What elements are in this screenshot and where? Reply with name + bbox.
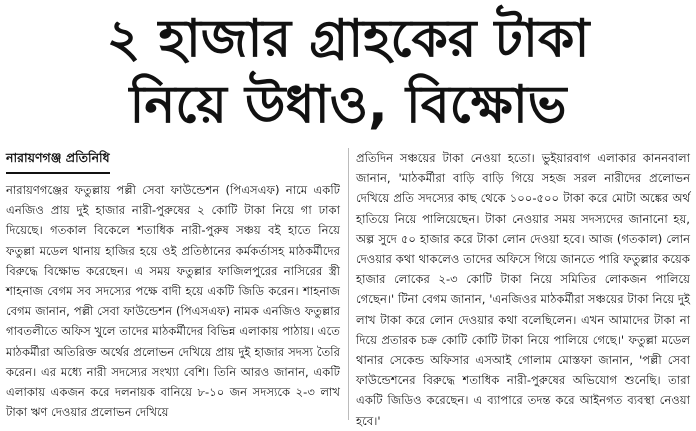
article-text-left: নারায়ণগঞ্জের ফতুল্লায় পল্লী সেবা ফাউন্ডেশন (পিএসএফ) নামে একটি এনজিও প্রায় দুই হাজার নারী-পুরুষের ২ কোটি টাকা নিয়ে গা ঢাকা দিয়েছে। গতকাল বিকেলে শতাধিক নারী-পুরুষ সঞ্চয় বই হাতে নিয়ে ফতুল্লা মডেল থানায় হাজির হয়ে ওই প্রতিষ্ঠানের কর্মকর্তাসহ মাঠকর্মীদের বিরুদ্ধে বিক্ষোভ করেছেন। এ সময় ফতুল্লার ফাজিলপুরের নাসিরের স্ত্রী শাহনাজ বেগম সব সদস্যের পক্ষে বাদী হয়ে একটি জিডি করেন। শাহনাজ বেগম জানান, পল্লী সেবা ফাউন্ডেশন (পিএসএফ) নামক এনজিও ফতুল্লার গাবতলীতে অফিস খুলে তাদের মাঠকর্মীদের বিভিন্ন এলাকায় পাঠায়। এতে মাঠকর্মীরা অতিরিক্ত অর্থের প্রলোভন দেখিয়ে প্রায় দুই হাজার সদস্য তৈরি করেন। এর মধ্যে নারী সদস্যের সংখ্যা বেশি। তিনি আরও জানান, একটি এলাকায় একজন করে দলনায়ক বানিয়ে ৮-১০ জন সদস্যকে ২-৩ লাখ টাকা ঋণ দেওয়ার প্রলোভন দেখিয়ে bbox=[6, 183, 340, 420]
article-text-right: প্রতিদিন সঞ্চয়ের টাকা নেওয়া হতো। ভুইয়ারবাগ এলাকার কাননবালা জানান, 'মাঠকর্মীরা বাড়ি বাড়ি গিয়ে সহজ সরল নারীদের প্রলোভন দেখিয়ে প্রতি সদস্যের কাছ থেকে ১০০-৫০০ টাকা করে মোটা অঙ্কের অর্থ হাতিয়ে নিয়ে পালিয়েছেন। টাকা নেওয়ার সময় সদস্যদের জানানো হয়, অল্প সুদে ৫০ হাজার করে টাকা লোন দেওয়া হবে। আজ (গতকাল) লোন দেওয়ার কথা থাকলেও তাদের অফিসে গিয়ে জানতে পারি ফতুল্লার কয়েক হাজার লোকের ২-৩ কোটি টাকা নিয়ে সমিতির লোকজন পালিয়ে গেছেন।' টিনা বেগম জানান, 'এনজিওর মাঠকর্মীরা সঞ্চয়ের টাকা নিয়ে দুই লাখ টাকা করে লোন দেওয়ার কথা বলেছিলেন। এখন আমাদের টাকা না দিয়ে প্রতারক চক্র কোটি কোটি টাকা নিয়ে পালিয়ে গেছে।' ফতুল্লা মডেল থানার সেকেন্ড অফিসার এসআই গোলাম মোস্তফা জানান, 'পল্লী সেবা ফাউন্ডেশনের বিরুদ্ধে শতাধিক নারী-পুরুষের অভিযোগ শুনেছি। তারা একটি জিডিও করেছেন। এ ব্যাপারে তদন্ত করে আইনগত ব্যবস্থা নেওয়া হবে।' bbox=[356, 151, 690, 428]
byline: নারায়ণগঞ্জ প্রতিনিধি bbox=[6, 150, 110, 174]
column-divider bbox=[348, 148, 349, 420]
headline-line-1: ২ হাজার গ্রাহকের টাকা bbox=[106, 9, 590, 69]
article-column-left bbox=[6, 180, 340, 422]
article-column-right bbox=[356, 148, 690, 431]
headline bbox=[0, 0, 696, 140]
headline-line-2: নিয়ে উধাও, বিক্ষোভ bbox=[129, 75, 567, 135]
